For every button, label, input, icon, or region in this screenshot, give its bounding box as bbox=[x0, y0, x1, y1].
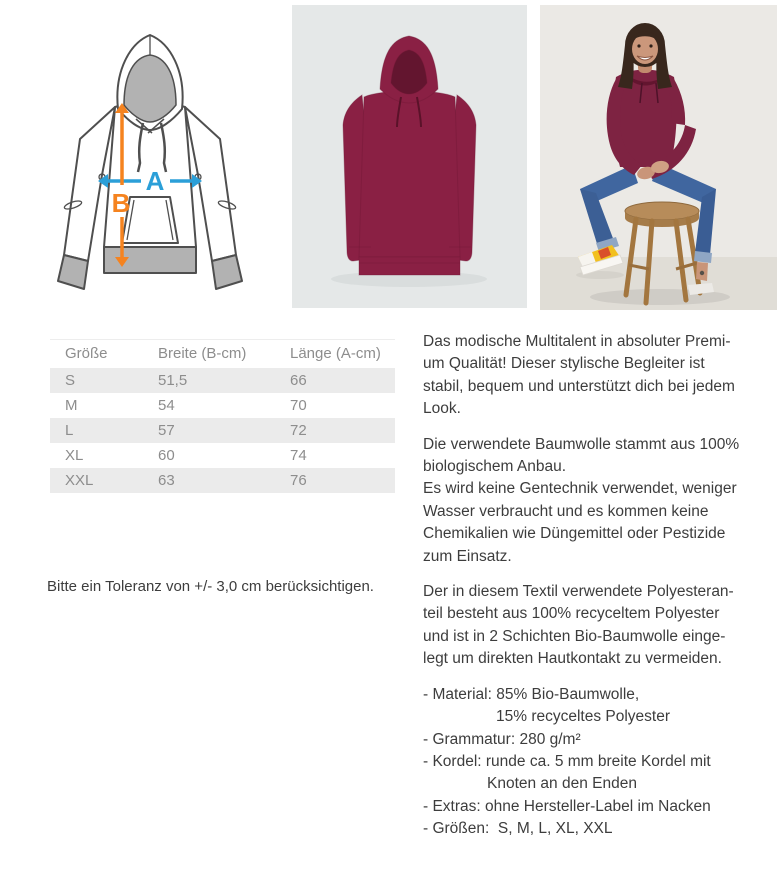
right-jeans-cuff bbox=[694, 251, 712, 263]
table-row-l bbox=[50, 418, 395, 443]
detail-line-extras: - Extras: ohne Hersteller-Label im Nacken bbox=[423, 797, 711, 815]
column-header-breite: Breite (B-cm) bbox=[158, 345, 247, 363]
measurement-label-b: B bbox=[111, 188, 131, 218]
detail-line-material-2: 15% recyceltes Polyester bbox=[496, 708, 671, 726]
product-description bbox=[423, 331, 777, 854]
text-line: Wasser verbraucht und es kommen keine bbox=[423, 502, 709, 520]
size-cell: M bbox=[65, 396, 78, 414]
detail-line-kordel: - Kordel: runde ca. 5 mm breite Kordel mit bbox=[423, 752, 711, 770]
breite-cell: 63 bbox=[158, 471, 175, 489]
eye bbox=[637, 44, 640, 47]
table-row-s bbox=[50, 368, 395, 393]
hoodie-sketch-outline bbox=[58, 35, 242, 289]
product-details-list bbox=[423, 684, 777, 841]
size-cell: XXL bbox=[65, 471, 94, 489]
detail-line-grammatur: - Grammatur: 280 g/m² bbox=[423, 730, 581, 748]
eye bbox=[649, 44, 652, 47]
hem-band bbox=[359, 257, 460, 275]
breite-cell: 57 bbox=[158, 421, 175, 439]
body bbox=[359, 91, 460, 257]
text-line: legt um direkten Hautkontakt zu vermeiden. bbox=[423, 650, 722, 668]
laenge-cell: 74 bbox=[290, 446, 307, 464]
description-paragraph-3 bbox=[423, 581, 777, 671]
size-chart-header-row bbox=[50, 340, 395, 368]
laenge-cell: 70 bbox=[290, 396, 307, 414]
text-line: Das modische Multitalent in absoluter Premi- bbox=[423, 333, 731, 350]
right-cuff bbox=[212, 255, 242, 289]
tolerance-note: Bitte ein Toleranz von +/- 3,0 cm berücksichtigen. bbox=[47, 578, 374, 595]
size-cell: XL bbox=[65, 446, 84, 464]
size-cell: L bbox=[65, 421, 74, 439]
text-line: Der in diesem Textil verwendete Polyesteran- bbox=[423, 583, 734, 601]
hoodie-measurement-sketch bbox=[40, 8, 260, 300]
left-cuff bbox=[58, 255, 88, 289]
detail-line-material: - Material: 85% Bio-Baumwolle, bbox=[423, 685, 640, 703]
text-line: und ist in 2 Schichten Bio-Baumwolle einge- bbox=[423, 627, 726, 645]
table-row-m bbox=[50, 393, 395, 418]
detail-line-kordel-2: Knoten an den Enden bbox=[487, 775, 637, 793]
text-line: Look. bbox=[423, 400, 461, 418]
product-photo-front bbox=[292, 5, 527, 308]
burgundy-hoodie-product-image bbox=[292, 5, 527, 308]
size-diagram-image bbox=[40, 8, 260, 300]
breite-cell: 51,5 bbox=[158, 371, 188, 389]
laenge-cell: 72 bbox=[290, 421, 307, 439]
text-line: um Qualität! Dieser stylische Begleiter ist bbox=[423, 355, 705, 373]
model-photo bbox=[540, 5, 777, 310]
table-row-xl bbox=[50, 443, 395, 468]
text-line: zum Einsatz. bbox=[423, 547, 512, 565]
breite-cell: 60 bbox=[158, 446, 175, 464]
description-paragraph-2 bbox=[423, 434, 777, 568]
text-line: Es wird keine Gentechnik verwendet, weniger bbox=[423, 480, 737, 498]
measurement-label-a: A bbox=[145, 166, 165, 196]
model-wearing-hoodie-image bbox=[540, 5, 777, 310]
column-header-laenge: Länge (A-cm) bbox=[290, 345, 381, 363]
size-cell: S bbox=[65, 371, 76, 389]
table-row-xxl bbox=[50, 468, 395, 493]
text-line: stabil, bequem und unterstützt dich bei jedem bbox=[423, 377, 735, 395]
laenge-cell: 66 bbox=[290, 371, 307, 389]
text-line: biologischem Anbau. bbox=[423, 458, 567, 476]
ankle-tattoo bbox=[700, 271, 704, 275]
description-paragraph-1 bbox=[423, 331, 777, 421]
text-line: Die verwendete Baumwolle stammt aus 100% bbox=[423, 435, 740, 453]
text-line: Chemikalien wie Düngemittel oder Pestizide bbox=[423, 525, 726, 543]
laenge-cell: 76 bbox=[290, 471, 307, 489]
size-chart bbox=[50, 339, 395, 493]
detail-line-groessen: - Größen: S, M, L, XL, XXL bbox=[423, 820, 613, 838]
column-header-groesse: Größe bbox=[65, 345, 108, 363]
text-line: teil besteht aus 100% recyceltem Polyester bbox=[423, 605, 720, 623]
breite-cell: 54 bbox=[158, 396, 175, 414]
